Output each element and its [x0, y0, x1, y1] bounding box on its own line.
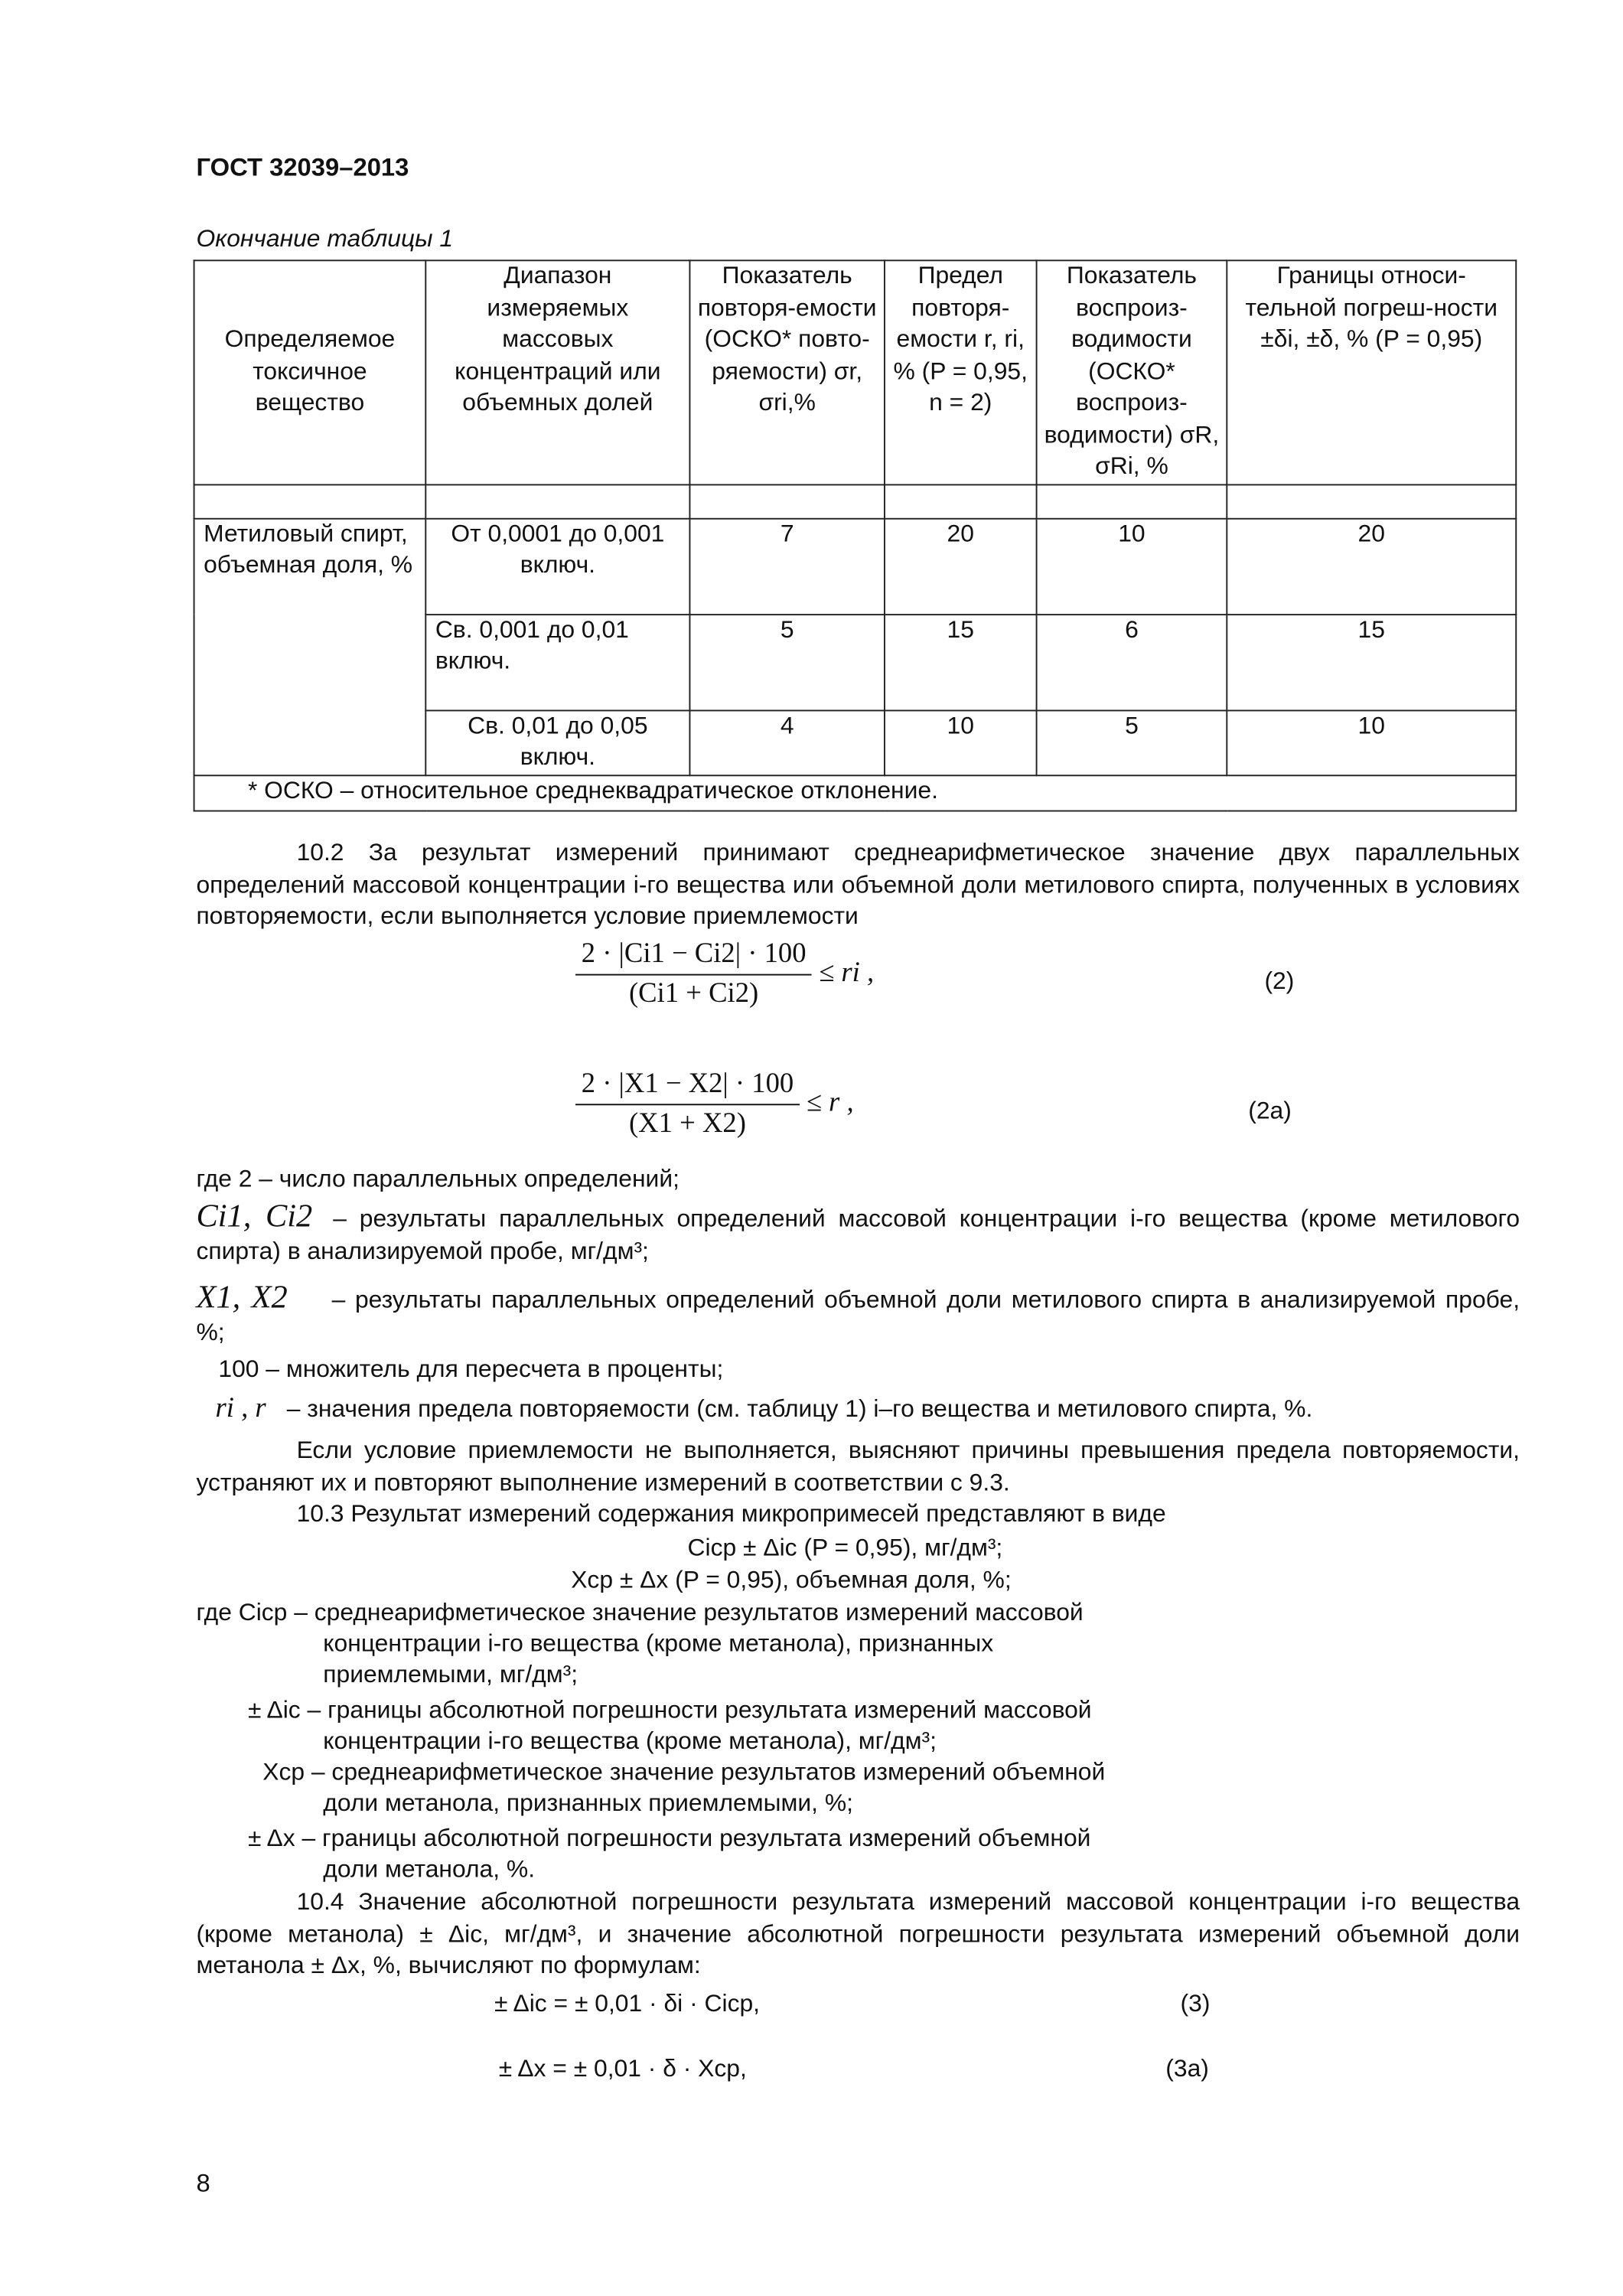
- table-caption: Окончание таблицы 1: [196, 226, 454, 253]
- range-cell: Св. 0,001 до 0,01 включ.: [425, 614, 689, 709]
- definition-r: [216, 1393, 1313, 1426]
- formula-rhs: ≤ ri ,: [819, 957, 875, 989]
- table-row: [194, 518, 1517, 614]
- formula-label: (3а): [1165, 2055, 1209, 2082]
- paragraph-10-4: 10.4 Значение абсолютной погрешности результата измерений массовой концентрации i-го вещества (кроме метанола) ± Δic, мг/дм³, и значение абсолютной погрешности результата измерений объемной доли метанола ± Δx, %, вычисляют по формулам:: [196, 1889, 1520, 1979]
- definition-x: [196, 1277, 1520, 1349]
- r-cell: 10: [885, 709, 1037, 775]
- result-form: Ciср ± Δic (P = 0,95), мг/дм³;: [687, 1534, 1003, 1562]
- definition-line: доли метанола, признанных приемлемыми, %;: [323, 1789, 853, 1817]
- table-footnote: * ОСКО – относительное среднеквадратическое отклонение.: [194, 775, 1517, 810]
- result-form: Xср ± Δx (P = 0,95), объемная доля, %;: [571, 1567, 1012, 1594]
- definition-line: концентрации i-го вещества (кроме метанола), признанных: [323, 1630, 994, 1658]
- definition-line: концентрации i-го вещества (кроме метанола), мг/дм³;: [323, 1727, 937, 1755]
- formula-2: [575, 938, 874, 1010]
- header-cell: Предел повторя-емости r, ri, % (P = 0,95, n = 2): [885, 260, 1037, 484]
- sr-cell: 5: [689, 614, 885, 709]
- formula-rhs: ≤ r ,: [806, 1087, 854, 1119]
- symbol: X1, X2: [196, 1277, 288, 1316]
- formula-denominator: (Ci1 + Ci2): [628, 978, 759, 1009]
- definition-line: Xср – среднеарифметическое значение результатов измерений объемной: [262, 1759, 1106, 1786]
- definition-text: – результаты параллельных определений объемной доли метилового спирта в анализируемой пробе, %;: [196, 1287, 1520, 1345]
- definition-line: где 2 – число параллельных определений;: [196, 1166, 680, 1192]
- header-cell: Показатель воспроиз-водимости (ОСКО* воспроиз-водимости) σR, σRi, %: [1037, 260, 1227, 484]
- symbol: Ci1, Ci2: [196, 1196, 313, 1234]
- formula-numerator: 2 · |Ci1 − Ci2| · 100: [575, 938, 812, 975]
- substance-cell: Метиловый спирт, объемная доля, %: [194, 518, 426, 775]
- delta-cell: 10: [1227, 709, 1516, 775]
- definition-line: ± Δx – границы абсолютной погрешности результата измерений объемной: [247, 1825, 1091, 1852]
- r-cell: 15: [885, 614, 1037, 709]
- sr-cell: 4: [689, 709, 885, 775]
- r-cell: 20: [885, 518, 1037, 614]
- header-cell: Показатель повторя-емости (ОСКО* повто-ряемости) σr, σri,%: [689, 260, 885, 484]
- page-number: 8: [196, 2169, 210, 2198]
- formula-numerator: 2 · |X1 − X2| · 100: [575, 1068, 800, 1105]
- formula-2a: [575, 1068, 854, 1140]
- definition-line: доли метанола, %.: [323, 1856, 536, 1883]
- symbol: ri , r: [215, 1393, 266, 1424]
- data-table: [194, 259, 1517, 810]
- range-cell: От 0,0001 до 0,001 включ.: [425, 518, 689, 614]
- header-cell: Определяемое токсичное вещество: [194, 260, 426, 484]
- sR-cell: 6: [1037, 614, 1227, 709]
- paragraph: Если условие приемлемости не выполняется, выясняют причины превышения предела повторяемости, устраняют их и повторяют выполнение измерений в соответствии с 9.3.: [196, 1437, 1520, 1496]
- definition-line: приемлемыми, мг/дм³;: [323, 1662, 578, 1688]
- definition-text: – результаты параллельных определений массовой концентрации i-го вещества (кроме метилового спирта) в анализируемой пробе, мг/дм³;: [196, 1205, 1520, 1264]
- definition-c: [196, 1196, 1520, 1268]
- header-cell: Границы относи-тельной погреш-ности ±δi, ±δ, % (P = 0,95): [1227, 260, 1516, 484]
- definition-line: ± Δic – границы абсолютной погрешности результата измерений массовой: [247, 1697, 1092, 1724]
- definition-text: – значения предела повторяемости (см. таблицу 1) i–го вещества и метилового спирта, %.: [286, 1396, 1313, 1423]
- delta-cell: 15: [1227, 614, 1516, 709]
- formula-label: (2): [1264, 967, 1295, 995]
- delta-cell: 20: [1227, 518, 1516, 614]
- formula-denominator: (X1 + X2): [628, 1108, 746, 1140]
- sR-cell: 5: [1037, 709, 1227, 775]
- definition-line: где Ciср – среднеарифметическое значение результатов измерений массовой: [196, 1600, 1084, 1626]
- formula-3: ± Δic = ± 0,01 · δi · Ciср,: [494, 1991, 761, 2017]
- empty-row: [194, 484, 1517, 517]
- formula-label: (3): [1180, 1991, 1211, 2017]
- document-title: ГОСТ 32039–2013: [196, 153, 409, 182]
- range-cell: Св. 0,01 до 0,05 включ.: [425, 709, 689, 775]
- definition-line: 100 – множитель для пересчета в проценты;: [218, 1356, 724, 1383]
- table-header-row: [194, 260, 1517, 484]
- paragraph-10-2: 10.2 За результат измерений принимают среднеарифметическое значение двух параллельных определений массовой концентрации i-го вещества или объемной доли метилового спирта, полученных в условиях повторяемости, если выполняется условие приемлемости: [196, 840, 1520, 930]
- formula-label: (2а): [1248, 1097, 1292, 1125]
- sr-cell: 7: [689, 518, 885, 614]
- paragraph-10-3: 10.3 Результат измерений содержания микропримесей представляют в виде: [296, 1500, 1166, 1528]
- header-cell: Диапазон измеряемых массовых концентраций или объемных долей: [425, 260, 689, 484]
- sR-cell: 10: [1037, 518, 1227, 614]
- formula-3a: ± Δx = ± 0,01 · δ · Xср,: [498, 2055, 747, 2082]
